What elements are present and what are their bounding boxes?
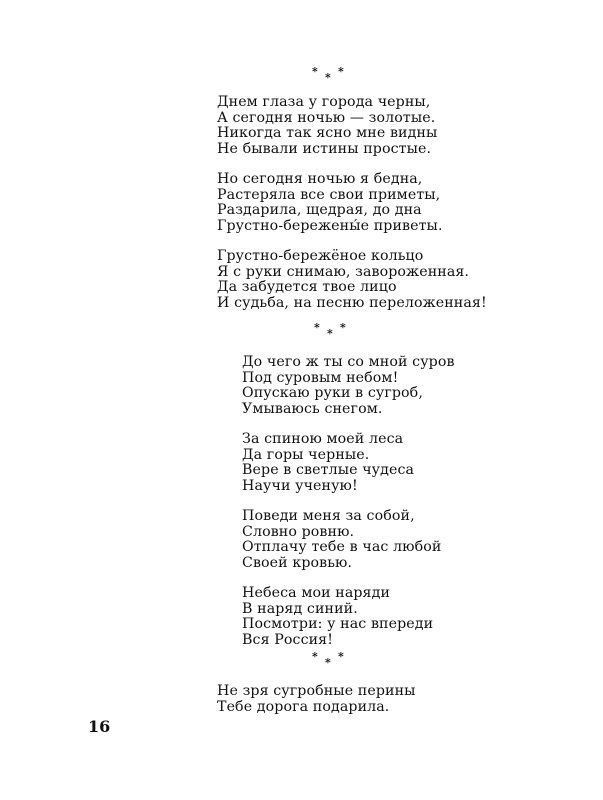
section-separator bbox=[312, 651, 352, 671]
verse-line: Не зря сугробные перины bbox=[217, 683, 416, 699]
asterisk-icon: * bbox=[325, 71, 331, 84]
verse-line: Посмотри: у нас впереди bbox=[242, 616, 434, 632]
asterisk-icon: * bbox=[314, 321, 320, 334]
page-number: 16 bbox=[88, 717, 111, 736]
verse-line: Никогда так ясно мне видны bbox=[217, 125, 438, 141]
verse-line: И судьба, на песню переложенная! bbox=[217, 294, 487, 311]
poem-2 bbox=[242, 355, 455, 663]
poem-3 bbox=[217, 684, 416, 730]
verse-line: Я с руки снимаю, завороженная. bbox=[217, 263, 470, 280]
verse-line: Грустно-бережены́е приветы. bbox=[217, 217, 443, 234]
verse-line: Растеряла все свои приметы, bbox=[217, 186, 441, 203]
stanza bbox=[242, 509, 455, 571]
poem-1 bbox=[217, 95, 487, 326]
stanza bbox=[217, 172, 487, 234]
verse-line: Вся Россия! bbox=[242, 631, 334, 648]
verse-line: Научи ученую! bbox=[242, 477, 358, 494]
section-separator bbox=[312, 66, 352, 86]
verse-line: Отплачу тебе в час любой bbox=[242, 539, 442, 555]
verse-line: Раздарила, щедрая, до дна bbox=[217, 202, 422, 218]
verse-line: Тебе дорога подарила. bbox=[217, 698, 390, 715]
verse-line: А сегодня ночью — золотые. bbox=[217, 109, 436, 126]
verse-line: Да забудется твое лицо bbox=[217, 279, 397, 295]
verse-line: Да горы черные. bbox=[242, 446, 370, 463]
stanza bbox=[217, 684, 416, 715]
asterisk-icon: * bbox=[312, 65, 318, 78]
verse-line: Под суровым небом! bbox=[242, 369, 399, 386]
verse-line: Грустно-бережёное кольцо bbox=[217, 248, 424, 264]
verse-line: Умываюсь снегом. bbox=[242, 400, 383, 417]
stanza bbox=[242, 586, 455, 648]
stanza bbox=[217, 95, 487, 157]
verse-line: Небеса мои наряди bbox=[242, 585, 391, 601]
section-separator bbox=[314, 322, 354, 342]
verse-line: Днем глаза у города черны, bbox=[217, 94, 431, 110]
asterisk-icon: * bbox=[338, 650, 344, 663]
verse-line: Вере в светлые чудеса bbox=[242, 462, 415, 478]
verse-line: За спиною моей леса bbox=[242, 431, 404, 447]
verse-line: Не бывали истины простые. bbox=[217, 140, 432, 157]
verse-line: Но сегодня ночью я бедна, bbox=[217, 171, 423, 187]
asterisk-icon: * bbox=[312, 650, 318, 663]
verse-line: Своей кровью. bbox=[242, 554, 353, 571]
verse-line: Поведи меня за собой, bbox=[242, 508, 415, 524]
verse-line: В наряд синий. bbox=[242, 600, 358, 617]
asterisk-icon: * bbox=[327, 327, 333, 340]
asterisk-icon: * bbox=[340, 321, 346, 334]
asterisk-icon: * bbox=[325, 656, 331, 669]
verse-line: Словно ровню. bbox=[242, 523, 355, 540]
stanza bbox=[217, 249, 487, 311]
asterisk-icon: * bbox=[338, 65, 344, 78]
stanza bbox=[242, 355, 455, 417]
stanza bbox=[242, 432, 455, 494]
verse-line: До чего ж ты со мной суров bbox=[242, 354, 455, 370]
verse-line: Опускаю руки в сугроб, bbox=[242, 385, 423, 401]
